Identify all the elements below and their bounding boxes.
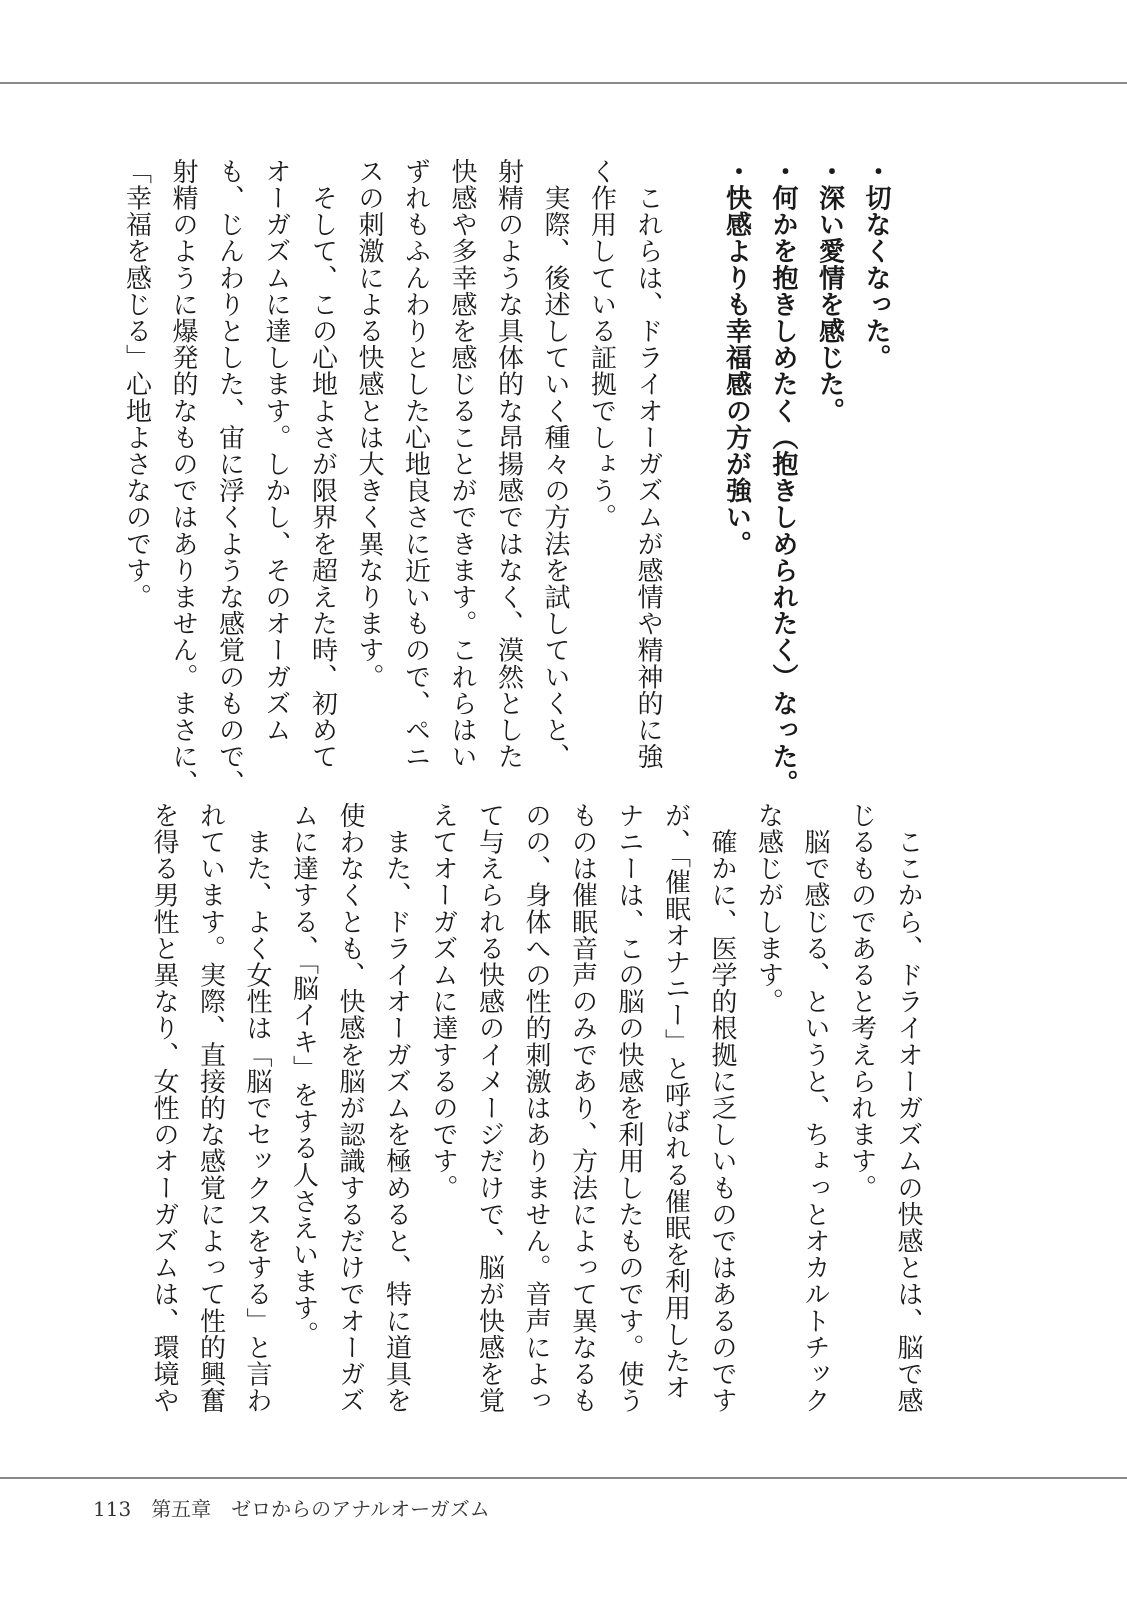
text-column: を得る男性と異なり、女性のオーガズムは、環境や [149, 802, 179, 1414]
text-column: 射精のような具体的な昂揚感ではなく、漠然とした [493, 158, 524, 770]
text-column: また、ドライオーガズムを極めると、特に道具を [381, 802, 412, 1414]
text-column: 使わなくとも、快感を脳が認識するだけでオーガズ [335, 802, 365, 1414]
bullet-item: ・切なくなった。 [861, 158, 891, 371]
text-column: ここから、ドライオーガズムの快感とは、脳で感 [893, 802, 923, 1414]
text-column: オーガズムに達します。しかし、そのオーガズム [261, 158, 291, 744]
text-column: 確かに、医学的根拠に乏しいものではあるのです [707, 802, 737, 1414]
text-column: そして、この心地よさが限界を超えた時、初めて [307, 158, 338, 770]
text-column: が、「催眠オナニー」と呼ばれる催眠を利用したオ [660, 802, 691, 1401]
text-column: スの刺激による快感とは大きく異なります。 [354, 158, 384, 690]
text-column: ものは催眠音声のみであり、方法によって異なるも [567, 802, 598, 1414]
text-column: ずれもふんわりとした心地良さに近いもので、ペニ [400, 158, 431, 770]
bullet-item: ・何かを抱きしめたく（抱きしめられたく）なった。 [768, 158, 798, 797]
upper-text-block [113, 158, 899, 797]
bullet-item: ・深い愛情を感じた。 [814, 158, 845, 424]
text-column: 「幸福を感じる」心地よさなのです。 [121, 158, 152, 611]
text-column: 実際、後述していく種々の方法を試していくと、 [540, 158, 570, 770]
text-column: のの、身体への性的刺激はありません。音声によっ [521, 802, 551, 1414]
text-column: て与えられる快感のイメージだけで、脳が快感を覚 [474, 802, 505, 1414]
text-column: も、じんわりとした、宙に浮くような感覚のもので、 [214, 158, 245, 797]
text-column: また、よく女性は「脳でセックスをする」と言わ [242, 802, 272, 1414]
bottom-rule [0, 1477, 1127, 1479]
page-number: 113 [93, 1497, 132, 1521]
text-column: 脳で感じる、というと、ちょっとオカルトチック [800, 802, 830, 1414]
text-column: ムに達する、「脳イキ」をする人さえいます。 [288, 802, 319, 1348]
text-column: 射精のように爆発的なものではありません。まさに、 [168, 158, 198, 797]
text-column: な感じがします。 [753, 802, 784, 1015]
text-column: れています。実際、直接的な感覚によって性的興奮 [195, 802, 226, 1414]
page-footer [93, 1493, 490, 1522]
text-column: じるものであると考えられます。 [846, 802, 877, 1201]
chapter-title: 第五章 ゼロからのアナルオーガズム [151, 1497, 490, 1521]
text-column: 快感や多幸感を感じることができます。これらはい [447, 158, 477, 770]
bullet-item: ・快感よりも幸福感の方が強い。 [721, 158, 752, 557]
lower-text-block [141, 802, 932, 1434]
top-rule [0, 82, 1127, 84]
text-column: えてオーガズムに達するのです。 [428, 802, 458, 1201]
paragraph-gap [671, 158, 713, 778]
text-column: く作用している証拠でしょう。 [586, 158, 617, 531]
text-column: ナニーは、この脳の快感を利用したものです。使う [614, 802, 644, 1414]
text-column: これらは、ドライオーガズムが感情や精神的に強 [633, 158, 663, 770]
